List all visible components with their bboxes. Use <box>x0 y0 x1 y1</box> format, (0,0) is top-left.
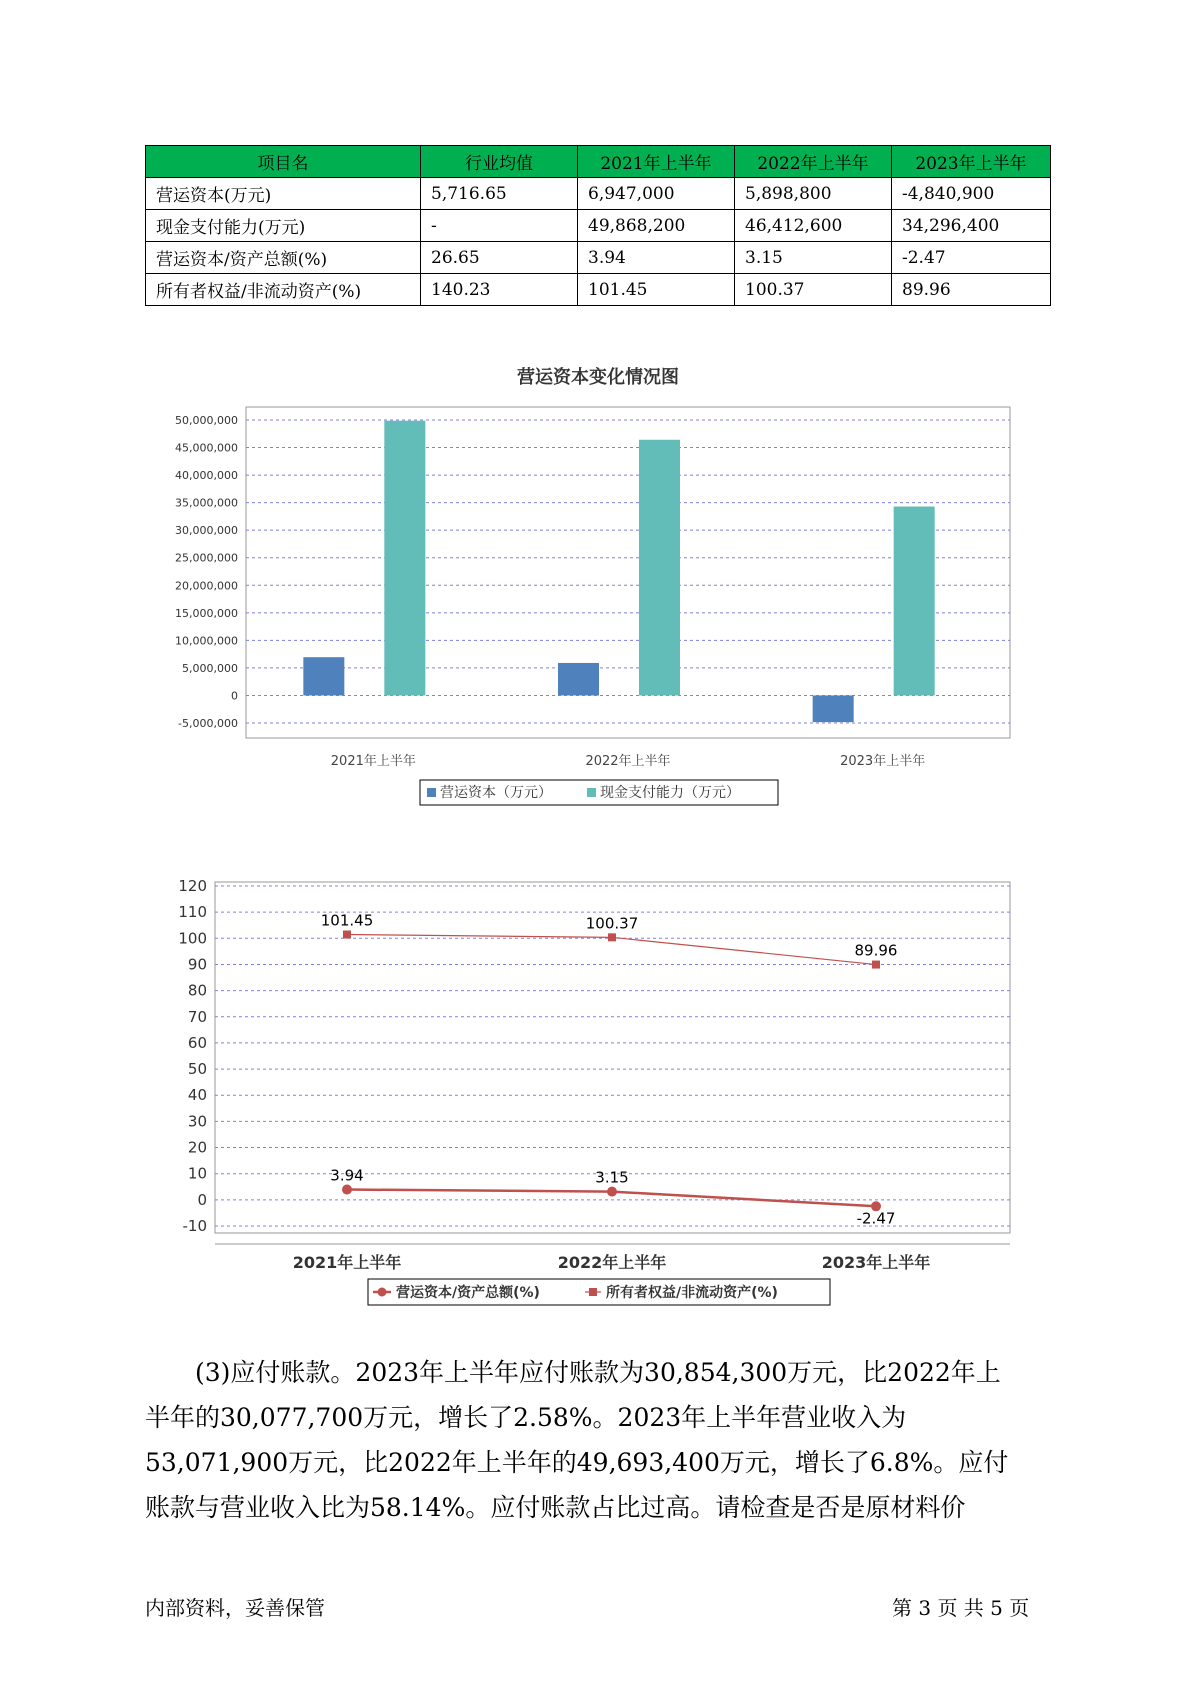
table-cell: 现金支付能力(万元) <box>146 210 421 242</box>
data-label: 100.37 <box>585 914 639 933</box>
column-header: 项目名 <box>146 146 421 178</box>
column-header: 行业均值 <box>421 146 578 178</box>
y-tick-label: 120 <box>178 877 207 895</box>
table-row <box>146 274 1051 306</box>
data-label: 101.45 <box>320 911 374 930</box>
table-cell: 所有者权益/非流动资产(%) <box>146 274 421 306</box>
paragraph-line: (3)应付账款。2023年上半年应付账款为30,854,300万元，比2022年上 <box>145 1358 1001 1387</box>
paragraph-line: 账款与营业收入比为58.14%。应付账款占比过高。请检查是否是原材料价 <box>145 1493 966 1522</box>
column-header: 2022年上半年 <box>735 146 892 178</box>
line-chart-canvas <box>0 870 1191 1310</box>
table-cell: 49,868,200 <box>578 210 735 242</box>
y-tick-label: 50,000,000 <box>175 414 238 427</box>
y-tick-label: 110 <box>178 903 207 922</box>
table-cell: 46,412,600 <box>735 210 892 242</box>
column-header: 2023年上半年 <box>892 146 1051 178</box>
analysis-paragraph <box>145 1350 1055 1530</box>
y-tick-label: 25,000,000 <box>175 551 238 565</box>
table-cell: 34,296,400 <box>892 210 1051 242</box>
paragraph-line: 53,071,900万元，比2022年上半年的49,693,400万元，增长了6.8%。应付 <box>145 1448 1009 1477</box>
table-cell: 5,716.65 <box>421 178 578 210</box>
table-cell: 营运资本(万元) <box>146 178 421 210</box>
y-tick-label: -5,000,000 <box>178 717 238 730</box>
financial-table <box>145 145 1051 306</box>
data-point <box>608 933 616 941</box>
y-tick-label: 80 <box>187 981 207 1000</box>
y-tick-label: 40,000,000 <box>175 469 238 483</box>
data-point <box>342 1185 352 1195</box>
bar <box>384 421 425 696</box>
chart-title: 营运资本变化情况图 <box>517 367 679 388</box>
data-label: 3.94 <box>330 1166 364 1185</box>
bar <box>639 440 680 696</box>
y-tick-label: 15,000,000 <box>175 606 238 620</box>
footer-page-number: 第 3 页 共 5 页 <box>892 1596 1030 1620</box>
legend-label: 所有者权益/非流动资产(%) <box>606 1285 778 1301</box>
y-tick-label: 10,000,000 <box>175 634 238 648</box>
table-cell: 89.96 <box>892 274 1051 306</box>
x-tick-label: 2021年上半年 <box>292 1253 402 1272</box>
legend-label: 营运资本（万元） <box>440 785 552 801</box>
y-tick-label: 45,000,000 <box>175 441 238 455</box>
table-cell: 6,947,000 <box>578 178 735 210</box>
table-cell: 100.37 <box>735 274 892 306</box>
x-tick-label: 2022年上半年 <box>585 754 671 769</box>
data-point <box>872 961 880 969</box>
x-tick-label: 2022年上半年 <box>557 1253 667 1272</box>
table-cell: - <box>421 210 578 242</box>
legend-marker <box>378 1288 387 1297</box>
data-point <box>607 1187 617 1197</box>
table-cell: 140.23 <box>421 274 578 306</box>
data-label: 3.15 <box>595 1168 629 1187</box>
y-tick-label: 10 <box>187 1164 207 1183</box>
y-tick-label: -10 <box>182 1217 207 1235</box>
data-label: -2.47 <box>856 1209 896 1228</box>
bar-chart-canvas <box>0 355 1191 815</box>
table-cell: 3.15 <box>735 242 892 274</box>
legend-swatch <box>427 788 436 797</box>
table-cell: 营运资本/资产总额(%) <box>146 242 421 274</box>
data-point <box>343 931 351 939</box>
table-cell: 5,898,800 <box>735 178 892 210</box>
bar <box>813 695 854 722</box>
y-tick-label: 100 <box>178 929 207 948</box>
y-tick-label: 35,000,000 <box>175 496 238 510</box>
x-tick-label: 2021年上半年 <box>330 754 416 769</box>
x-tick-label: 2023年上半年 <box>821 1253 931 1272</box>
table-cell: -2.47 <box>892 242 1051 274</box>
table-header-row <box>146 146 1051 178</box>
y-tick-label: 5,000,000 <box>182 661 238 675</box>
bar <box>894 507 935 696</box>
bar <box>303 657 344 695</box>
y-tick-label: 90 <box>187 955 207 974</box>
table-row <box>146 242 1051 274</box>
ratio-line-chart <box>0 870 1191 1314</box>
table-row <box>146 210 1051 242</box>
data-label: 89.96 <box>854 941 898 960</box>
y-tick-label: 20,000,000 <box>175 579 238 593</box>
y-tick-label: 40 <box>187 1086 207 1105</box>
y-tick-label: 50 <box>187 1060 207 1079</box>
y-tick-label: 30 <box>187 1112 207 1131</box>
bar <box>558 663 599 695</box>
y-tick-label: 0 <box>197 1190 207 1209</box>
column-header: 2021年上半年 <box>578 146 735 178</box>
legend-label: 现金支付能力（万元） <box>600 785 740 801</box>
working-capital-bar-chart <box>0 355 1191 819</box>
footer-confidential-note: 内部资料，妥善保管 <box>145 1596 325 1620</box>
y-tick-label: 20 <box>187 1138 207 1157</box>
y-tick-label: 70 <box>187 1007 207 1026</box>
table-cell: 26.65 <box>421 242 578 274</box>
legend-marker <box>589 1288 597 1296</box>
legend-label: 营运资本/资产总额(%) <box>396 1285 540 1301</box>
y-tick-label: 0 <box>231 689 238 703</box>
table-cell: 101.45 <box>578 274 735 306</box>
paragraph-line: 半年的30,077,700万元，增长了2.58%。2023年上半年营业收入为 <box>145 1403 907 1432</box>
legend-swatch <box>587 788 596 797</box>
table-row <box>146 178 1051 210</box>
table-cell: 3.94 <box>578 242 735 274</box>
y-tick-label: 30,000,000 <box>175 524 238 538</box>
x-tick-label: 2023年上半年 <box>840 754 926 769</box>
table-cell: -4,840,900 <box>892 178 1051 210</box>
y-tick-label: 60 <box>187 1033 207 1052</box>
